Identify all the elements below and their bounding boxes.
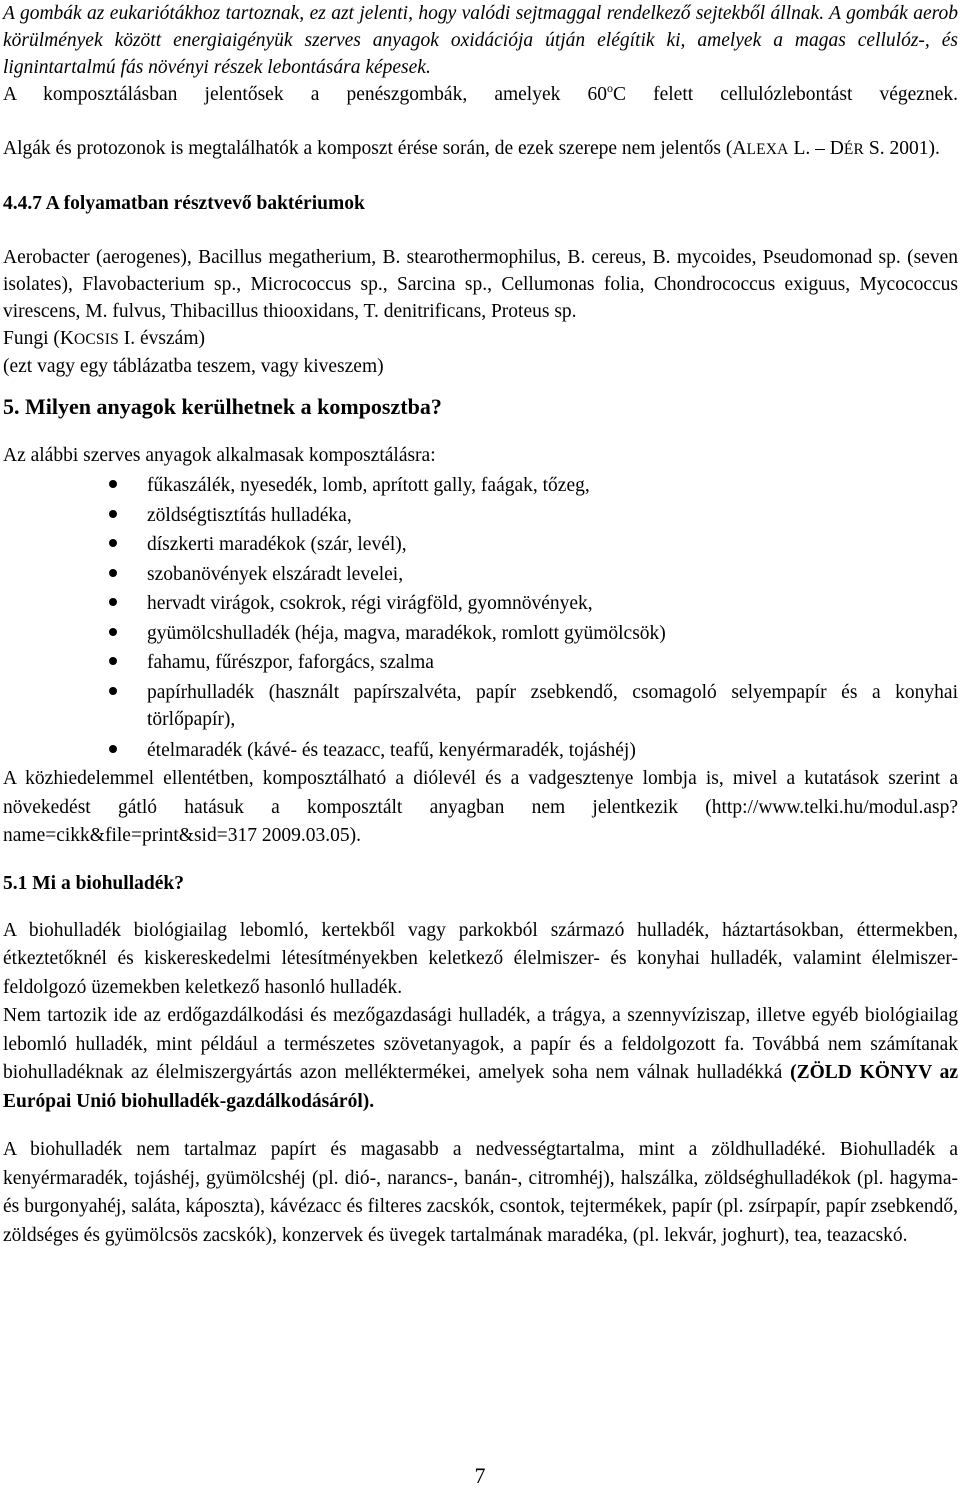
bullet-icon [109, 687, 117, 695]
bullet-icon [109, 480, 117, 488]
compostable-intro: Az alábbi szerves anyagok alkalmasak komposztálásra: [3, 445, 436, 466]
algae-paragraph: Algák és protozonok is megtalálhatók a komposzt érése során, de ezek szerepe nem jelentős (ALEXA L. – DÉR S. 2001). [3, 138, 940, 159]
list-item: díszkerti maradékok (szár, levél), [3, 530, 958, 560]
bullet-icon [109, 598, 117, 606]
bullet-icon [109, 657, 117, 665]
list-item: hervadt virágok, csokrok, régi virágföld, gyomnövények, [3, 589, 958, 619]
page-number: 7 [474, 1463, 486, 1488]
section-5-1-heading: 5.1 Mi a biohulladék? [3, 872, 184, 894]
degree-superscript: o [606, 81, 613, 95]
bullet-icon [109, 628, 117, 636]
mold-paragraph: A komposztálásban jelentősek a penészgombák, amelyek 60$^o$C felett cellulózlebontást végeznek. [3, 81, 958, 105]
bullet-icon [109, 539, 117, 547]
section-5-heading: 5. Milyen anyagok kerülhetnek a komposztba? [3, 394, 442, 419]
author-note: (ezt vagy egy táblázatba teszem, vagy kiveszem) [3, 356, 384, 377]
biowaste-definition-paragraph: A biohulladék biológiailag lebomló, kertekből vagy parkokból származó hulladék, háztartásokban, éttermekben, étkeztetőknél és kiskereskedelmi létesítményekben keletkező élelmiszer- és konyhai hulladék, valamint élelmiszer-feldolgozó üzemekben keletkező hasonló hulladék. [3, 919, 958, 998]
green-book-reference: (ZÖLD KÖNYV az Európai Unió biohulladék-gazdálkodásáról). [3, 1062, 958, 1112]
intro-paragraph: A gombák az eukariótákhoz tartoznak, ez azt jelenti, hogy valódi sejtmaggal rendelkező sejtekből állnak. A gombák aerob körülmények között energiaigényük szerves anyagok oxidációja útján elégítik ki, amelyek a magas cellulóz-, és lignintartalmú fás növényi részek lebontására képesek. [3, 3, 958, 78]
document-page [3, 0, 958, 1250]
compostable-list [3, 471, 958, 765]
bullet-icon [109, 745, 117, 753]
list-item: fahamu, fűrészpor, faforgács, szalma [3, 648, 958, 678]
list-item: papírhulladék (használt papírszalvéta, papír zsebkendő, csomagoló selyempapír és a konyhai törlőpapír), [3, 678, 958, 736]
biowaste-exclusion-paragraph: Nem tartozik ide az erdőgazdálkodási és mezőgazdasági hulladék, a trágya, a szennyvíziszap, illetve egyéb biológiailag lebomló hulladék, mint például a természetes szövetanyagok, a papír és a feldolgozott fa. Továbbá nem számítanak biohulladéknak az élelmiszergyártás azon melléktermékei, amelyek soha nem válnak hulladékká (ZÖLD KÖNYV az Európai Unió biohulladék-gazdálkodásáról). [3, 1005, 958, 1112]
bacteria-list-paragraph: Aerobacter (aerogenes), Bacillus megatherium, B. stearothermophilus, B. cereus, B. mycoides, Pseudomonad sp. (seven isolates), Flavobacterium sp., Micrococcus sp., Sarcina sp., Cellumonas folia, Chondrococcus exiguus, Mycococcus virescens, M. fulvus, Thibacillus thiooxidans, T. denitrificans, Proteus sp. [3, 247, 958, 322]
biowaste-content-paragraph: A biohulladék nem tartalmaz papírt és magasabb a nedvességtartalma, mint a zöldhulladéké. Biohulladék a kenyérmaradék, tojáshéj, gyümölcshéj (pl. dió-, narancs-, banán-, citromhéj), halszálka, zöldséghulladékok (pl. hagyma- és burgonyahéj, saláta, káposzta), kávézacc és filteres zacskók, csontok, tejtermékek, papír (pl. zsírpapír, papír zsebkendő, zöldséges és gyümölcsös zacskók), konzervek és üvegek tartalmának maradéka, (pl. lekvár, joghurt), tea, teazacskó. [3, 1139, 958, 1246]
horse-chestnut-paragraph: A közhiedelemmel ellentétben, komposztálható a diólevél és a vadgesztenye lombja is, mivel a kutatások szerint a növekedést gátló hatásuk a komposztált anyagban nem jelentkezik (http://www.telki.hu/modul.asp?name=cikk&file=print&sid=317 2009.03.05). [3, 768, 958, 846]
list-item: gyümölcshulladék (héja, magva, maradékok, romlott gyümölcsök) [3, 619, 958, 649]
list-item: ételmaradék (kávé- és teazacc, teafű, kenyérmaradék, tojáshéj) [3, 736, 958, 766]
list-item: szobanövények elszáradt levelei, [3, 560, 958, 590]
bullet-icon [109, 510, 117, 518]
list-item: zöldségtisztítás hulladéka, [3, 501, 958, 531]
fungi-line: Fungi (KOCSIS I. évszám) [3, 328, 205, 349]
bullet-icon [109, 569, 117, 577]
list-item: fűkaszálék, nyesedék, lomb, aprított gally, faágak, tőzeg, [3, 471, 958, 501]
section-4-4-7-heading: 4.4.7 A folyamatban résztvevő baktériumok [3, 193, 365, 214]
